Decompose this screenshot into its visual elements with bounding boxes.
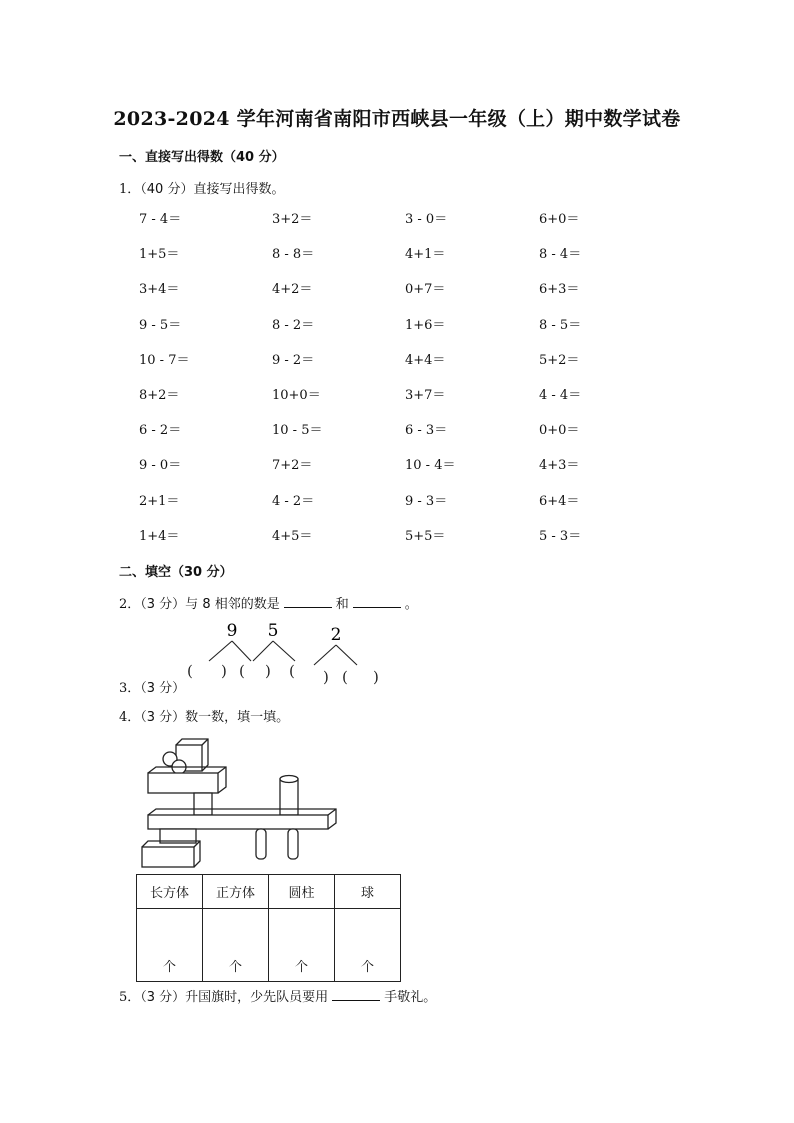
question-3 xyxy=(119,677,185,696)
arithmetic-item: 3+4＝ xyxy=(139,282,180,298)
answer-cell-cube[interactable]: 个 xyxy=(203,909,269,982)
question-4 xyxy=(119,706,289,725)
arithmetic-item: 0+0＝ xyxy=(539,423,580,439)
answer-cell-sphere[interactable]: 个 xyxy=(335,909,401,982)
question-4-number: 4． xyxy=(119,710,141,725)
number-bond-figure xyxy=(185,618,395,690)
arithmetic-item: 3+2＝ xyxy=(272,212,313,227)
cuboid-shape xyxy=(148,815,328,829)
arithmetic-item: 6+3＝ xyxy=(539,282,580,298)
arithmetic-item: 10 - 5＝ xyxy=(272,423,323,439)
answer-cell-cuboid[interactable]: 个 xyxy=(137,909,203,982)
cuboid-shape xyxy=(142,847,194,867)
arithmetic-item: 5+5＝ xyxy=(405,528,446,544)
question-2 xyxy=(119,593,418,612)
arithmetic-item: 8+2＝ xyxy=(139,387,180,403)
answer-cell-cylinder[interactable]: 个 xyxy=(269,909,335,982)
arithmetic-item: 8 - 4＝ xyxy=(539,247,582,263)
question-4-text: （3 分）数一数，填一填。 xyxy=(140,710,290,725)
question-5-number: 5． xyxy=(119,990,141,1005)
arithmetic-item: 9 - 5＝ xyxy=(139,317,182,333)
question-5-text: （3 分）升国旗时，少先队员要用 xyxy=(140,990,329,1005)
question-5-end: 手敬礼。 xyxy=(384,990,437,1005)
arithmetic-item: 8 - 2＝ xyxy=(272,317,315,333)
arithmetic-item: 5+2＝ xyxy=(539,352,580,368)
svg-text:(: ( xyxy=(342,668,348,686)
arithmetic-item: 0+7＝ xyxy=(405,282,446,298)
table-answer-row xyxy=(137,909,401,982)
arithmetic-item: 2+1＝ xyxy=(139,493,180,509)
answer-blank[interactable] xyxy=(284,595,332,608)
question-2-end: 。 xyxy=(404,597,418,612)
arithmetic-item: 7+2＝ xyxy=(272,458,313,474)
svg-text:(: ( xyxy=(187,662,193,680)
arithmetic-item: 9 - 3＝ xyxy=(405,493,448,509)
arithmetic-item: 1+6＝ xyxy=(405,317,446,333)
cylinder-shape xyxy=(288,829,298,859)
header-cuboid: 长方体 xyxy=(137,875,203,909)
arithmetic-item: 4+3＝ xyxy=(539,458,580,474)
arithmetic-item: 6+0＝ xyxy=(539,212,580,227)
arithmetic-item: 6 - 2＝ xyxy=(139,423,182,439)
svg-text:): ) xyxy=(265,662,271,680)
cuboid-shape xyxy=(148,773,218,793)
arithmetic-item: 4+1＝ xyxy=(405,247,446,263)
arithmetic-item: 10 - 4＝ xyxy=(405,458,456,474)
arithmetic-item: 6 - 3＝ xyxy=(405,423,448,439)
header-cube: 正方体 xyxy=(203,875,269,909)
arithmetic-item: 8 - 5＝ xyxy=(539,317,582,333)
arithmetic-item: 5 - 3＝ xyxy=(539,528,582,544)
arithmetic-item: 4+4＝ xyxy=(405,352,446,368)
section-1-heading: 一、直接写出得数（40 分） xyxy=(119,150,285,165)
arithmetic-item: 3 - 0＝ xyxy=(405,212,448,227)
answer-blank[interactable] xyxy=(332,988,380,1001)
svg-text:): ) xyxy=(373,668,379,686)
solid-shapes-illustration xyxy=(136,735,346,871)
cylinder-shape xyxy=(256,829,266,859)
arithmetic-item: 3+7＝ xyxy=(405,387,446,403)
question-1 xyxy=(119,178,284,197)
svg-text:(: ( xyxy=(239,662,245,680)
shape-count-table xyxy=(136,874,401,982)
bond-top-number: 5 xyxy=(267,621,279,641)
arithmetic-item: 6+4＝ xyxy=(539,493,580,509)
exam-title: 2023-2024 学年河南省南阳市西峡县一年级（上）期中数学试卷 xyxy=(113,108,681,130)
bond-top-number: 2 xyxy=(330,625,342,645)
svg-text:(: ( xyxy=(289,662,295,680)
bond-top-number: 9 xyxy=(226,621,238,641)
arithmetic-item: 4+5＝ xyxy=(272,528,313,544)
header-cylinder: 圆柱 xyxy=(269,875,335,909)
bond-answer-brackets xyxy=(187,662,379,686)
arithmetic-item: 4+2＝ xyxy=(272,282,313,298)
question-2-number: 2． xyxy=(119,597,141,612)
arithmetic-item: 10+0＝ xyxy=(272,387,321,403)
arithmetic-item: 4 - 2＝ xyxy=(272,493,315,509)
question-2-and: 和 xyxy=(335,597,349,612)
arithmetic-item: 9 - 2＝ xyxy=(272,352,315,368)
arithmetic-item: 1+5＝ xyxy=(139,247,180,263)
header-sphere: 球 xyxy=(335,875,401,909)
table-header-row xyxy=(137,875,401,909)
arithmetic-item: 10 - 7＝ xyxy=(139,352,190,368)
arithmetic-item: 4 - 4＝ xyxy=(539,387,582,403)
arithmetic-item: 7 - 4＝ xyxy=(139,212,182,227)
question-1-number: 1． xyxy=(119,182,141,197)
question-5 xyxy=(119,986,436,1005)
svg-text:): ) xyxy=(221,662,227,680)
svg-text:): ) xyxy=(323,668,329,686)
answer-blank[interactable] xyxy=(353,595,401,608)
arithmetic-item: 9 - 0＝ xyxy=(139,458,182,474)
question-3-number: 3． xyxy=(119,681,141,696)
cylinder-shape xyxy=(194,793,212,815)
question-2-text: （3 分）与 8 相邻的数是 xyxy=(140,597,280,612)
arithmetic-item: 1+4＝ xyxy=(139,528,180,544)
section-2-heading: 二、填空（30 分） xyxy=(119,565,233,580)
question-1-text: （40 分）直接写出得数。 xyxy=(140,182,285,197)
arithmetic-item: 8 - 8＝ xyxy=(272,247,315,263)
question-3-text: （3 分） xyxy=(140,681,186,696)
